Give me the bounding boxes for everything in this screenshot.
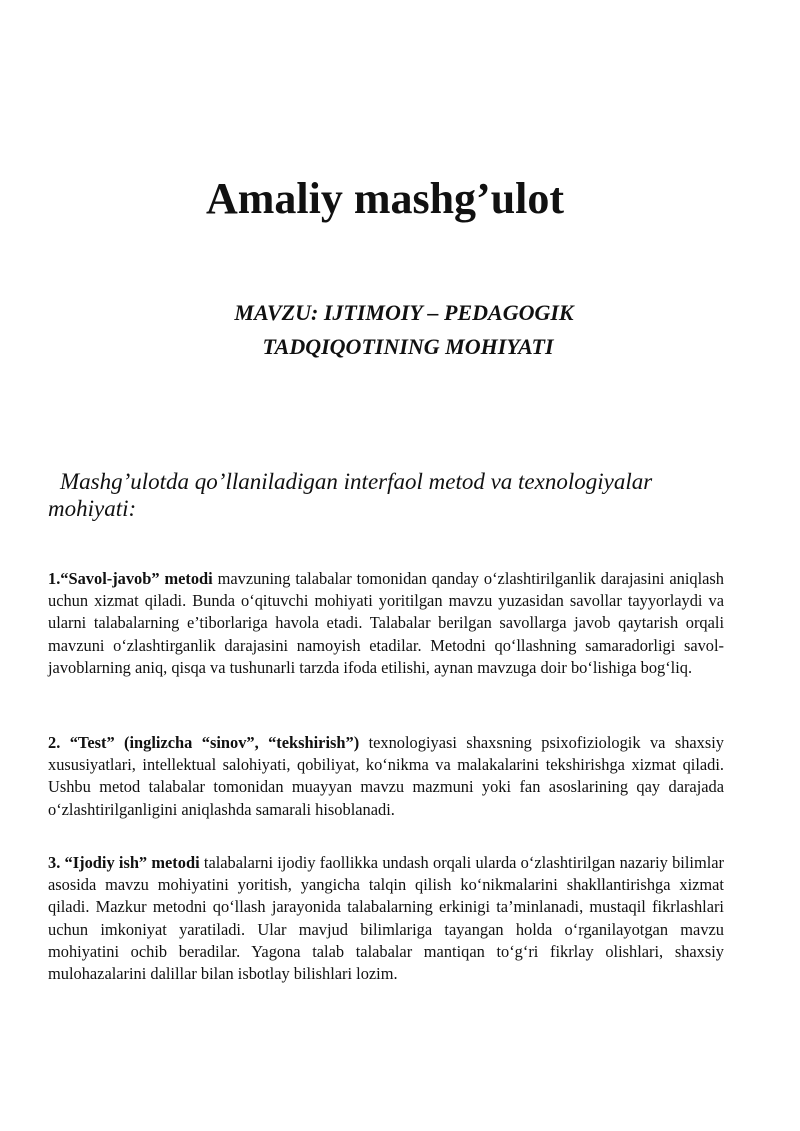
section-savol-javob <box>48 568 724 679</box>
section-ijodiy-ish <box>48 852 724 985</box>
section-heading: 1.“Savol-javob” metodi <box>48 569 213 588</box>
section-heading: 3. “Ijodiy ish” metodi <box>48 853 200 872</box>
section-body: texnologiyasi shaxsning psixofiziologik va shaxsiy xususiyatlari, intellektual salohiyati, qobiliyat, ko‘nikma va malakalarini tekshirishga xizmat qiladi. Ushbu metod talabalar tomonidan muayyan mavzu mazmuni yoki fan asoslarining qay darajada o‘zlashtirilganligini aniqlashda samarali hisoblanadi. <box>48 733 724 819</box>
section-body: talabalarni ijodiy faollikka undash orqali ularda o‘zlashtirilgan nazariy bilimlar asosida mavzu mohiyatini yoritish, yangicha talqin qilish ko‘nikmalarini shakllantirishga xizmat qiladi. Mazkur metodni qo‘llash jarayonida talabalarning erkinigi ta’minlanadi, mustaqil fikrlashlari uchun imkoniyat yaratiladi. Ular mavjud bilimlariga tayangan holda o‘rganilayotgan mavzu mohiyatini ochib beradilar. Yagona talab talabalar mantiqan to‘g‘ri fikrlay olishlari, shaxsiy mulohazalarini dalillar bilan isbotlay bilishlari lozim. <box>48 853 724 984</box>
section-test <box>48 732 724 821</box>
page-title: Amaliy mashg’ulot <box>205 174 565 223</box>
section-body: mavzuning talabalar tomonidan qanday o‘zlashtirilganlik darajasini aniqlash uchun xizmat qiladi. Bunda o‘qituvchi mohiyati yoritilgan mavzu yuzasidan savollar tayyorlaydi va ularni talabalarning e’tiborlariga havola etadi. Talabalar berilgan savollarga javob qaytarish orqali mavzuni o‘zlashtirganlik darajasini namoyish etadilar. Metodni qo‘llashning samaradorligi savol-javoblarning aniq, qisqa va tushunarli tarzda ifoda etilishi, aynan mavzuga doir bo‘lishiga bog‘liq. <box>48 569 724 677</box>
topic-heading <box>0 296 800 364</box>
topic-line-2: TADQIQOTINING MOHIYATI <box>262 334 554 359</box>
section-heading: 2. “Test” (inglizcha “sinov”, “tekshirish”) <box>48 733 360 752</box>
topic-line-1: MAVZU: IJTIMOIY – PEDAGOGIK <box>234 300 574 325</box>
intro-text: Mashg’ulotda qo’llaniladigan interfaol metod va texnologiyalar mohiyati: <box>48 469 653 521</box>
